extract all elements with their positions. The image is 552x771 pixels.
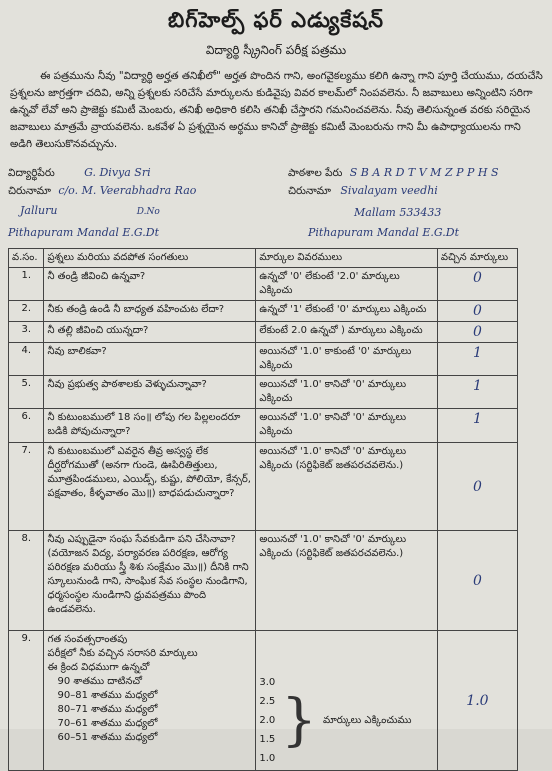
grade-line: 90 శాతము దాటినచో <box>57 676 142 687</box>
grade-line: పరీక్షలో నీకు వచ్చిన సరాసరి మార్కులు <box>47 648 198 659</box>
row-rule <box>256 631 437 771</box>
table-row <box>9 301 518 322</box>
row-mark: 1 <box>437 409 517 443</box>
school-address-line-3-row <box>308 226 459 239</box>
row-mark: 1.0 <box>437 631 517 771</box>
table-row <box>9 343 518 376</box>
student-name-field <box>8 166 151 182</box>
grade-line: ఈ క్రింద విధముగా ఉన్నచో <box>47 662 150 673</box>
school-name-value: S B A R D T V M Z P P H S <box>349 166 499 179</box>
school-address-field <box>288 184 438 200</box>
row-rule: అయినచో '1.0' కానిచో '0' మార్కులు ఎక్కించు (సర్టిఫికెట్ జతపరచవలెను.) <box>256 531 437 631</box>
address-line-3: Pithapuram Mandal E.G.Dt <box>8 226 160 239</box>
scale-value: 1.5 <box>259 734 276 745</box>
grade-line: 80–71 శాతము మధ్యలో <box>57 704 158 715</box>
grade-line: గత సంవత్సరాంతపు <box>47 634 128 645</box>
school-name-label: పాఠశాల పేరు <box>288 167 343 179</box>
row-mark: 1 <box>437 343 517 376</box>
school-address-line-1: Sivalayam veedhi <box>340 184 438 197</box>
form-title: బిగ్‌హెల్ప్ ఫర్ ఎడ్యుకేషన్ <box>168 8 384 32</box>
row-number: 5. <box>9 376 44 409</box>
school-address-label: చిరునామా <box>288 185 331 197</box>
scale-value: 1.0 <box>259 753 276 764</box>
row-number: 7. <box>9 443 44 531</box>
row-mark: 0 <box>437 268 517 301</box>
table-row <box>9 409 518 443</box>
table-row <box>9 443 518 531</box>
address-line-1: c/o. M. Veerabhadra Rao <box>58 184 197 197</box>
row-question: నీవు బాలికవా? <box>44 343 256 376</box>
student-name-label: విద్యార్థిపేరు <box>8 167 55 179</box>
scale-rule-text: మార్కులు ఎక్కించుము <box>322 714 412 726</box>
row-question: నీవు ప్రభుత్వ పాఠశాలకు వెళ్ళుచున్నావా? <box>44 376 256 409</box>
school-address-line-3: Pithapuram Mandal E.G.Dt <box>308 226 460 239</box>
address-label: చిరునామా <box>8 185 51 197</box>
row-question: నీ తండ్రి జీవించి ఉన్నవా? <box>44 268 256 301</box>
row-question: నీ తల్లి జీవించి యున్నదా? <box>44 322 256 343</box>
row-number: 1. <box>9 268 44 301</box>
row-question: నీ కుటుంబములో 18 సం॥ లోపు గల పిల్లలందరూ బడికి పోవుచున్నారా? <box>44 409 256 443</box>
scale-value: 2.0 <box>259 715 276 726</box>
row-mark: 0 <box>437 322 517 343</box>
scale-value: 2.5 <box>259 696 276 707</box>
instructions-paragraph: ఈ పత్రమును నీవు "విద్యార్థి అర్హత తనిఖీలో" అర్హత పొందిన గాని, అంగవైకల్యము కలిగి ఉన్నా గాని పూర్తి చేయుము, దయచేసి ప్రశ్నలను జాగ్రత్తగా చదివి, అన్ని ప్రశ్నలకు సరిచేసే మార్కులను కుడివైపు వివర కాలమ్‌లో నింపవలెను. నీ జవాబులు అన్నింటిని సరిగా ఉన్నవో లేవో అని ప్రాజెక్టు కమిటీ మెంబరు, తనిఖీ అధికారి కలిసి తనిఖీ చేస్తారని గమనించవలెను. నీవు తెలిసున్నంత వరకు సరియైన జవాబులు మాత్రమే వ్రాయవలెను. ఒకవేళ ఏ ప్రశ్నయైన అర్థము కానిచో ప్రాజెక్టు కమిటీ మెంబరును గాని మీ ఉపాధ్యాయులను గాని అడిగి తెలుసుకొనవచ్చును. <box>10 70 543 150</box>
row-rule: అయినచో '1.0' కాకుంటే '0' మార్కులు ఎక్కించు <box>256 343 437 376</box>
header-serial: వ.సం. <box>9 249 44 268</box>
address-line-3-row <box>8 226 159 239</box>
header-marks-details: మార్కుల వివరములు <box>256 249 437 268</box>
row-rule: ఉన్నచో '1' లేకుంటే '0' మార్కులు ఎక్కించు <box>256 301 437 322</box>
table-row <box>9 631 518 771</box>
address-line-2-row <box>20 204 160 217</box>
row-rule: అయినచో '1.0' కానిచో '0' మార్కులు ఎక్కించు (సర్టిఫికెట్ జతపరచవలెను.) <box>256 443 437 531</box>
header-question: ప్రశ్నలు మరియు వదపోత సంగతులు <box>44 249 256 268</box>
table-row <box>9 322 518 343</box>
marks-scale <box>259 673 275 768</box>
form-subtitle: విద్యార్థి స్క్రీనింగ్ పరీక్ష పత్రము <box>205 43 347 57</box>
row-number: 3. <box>9 322 44 343</box>
row-rule: ఉన్నచో '0' లేకుంటే '2.0' మార్కులు ఎక్కించు <box>256 268 437 301</box>
row-rule: లేకుంటే 2.0 ఉన్నచో ) మార్కులు ఎక్కించు <box>256 322 437 343</box>
row-question: నీ కుటుంబములో ఎవరైన తీవ్ర అస్వస్థ లేక దీర్ఘరోగముతో (అనగా గుండె, ఊపిరితిత్తులు, మూత్రపిండములు, ఎయిడ్స్, కుష్టు, పోలియో, కేన్సర్, పక్షవాతం, కీళ్ళవాతం మొ॥) బాధపడుచున్నారా? <box>44 443 256 531</box>
grade-line: 90–81 శాతము మధ్యలో <box>57 690 158 701</box>
table-row <box>9 376 518 409</box>
row-mark: 0 <box>437 531 517 631</box>
row-rule: అయినచో '1.0' కానిచో '0' మార్కులు ఎక్కించు <box>256 409 437 443</box>
row-question: నీకు తండ్రి ఉండి నీ బాధ్యత వహించుట లేదా? <box>44 301 256 322</box>
grade-line: 60–51 శాతము మధ్యలో <box>57 732 158 743</box>
student-name-value: G. Divya Sri <box>84 166 151 179</box>
row-number: 8. <box>9 531 44 631</box>
row-mark: 0 <box>437 443 517 531</box>
screening-table <box>8 248 518 771</box>
table-header-row <box>9 249 518 268</box>
school-name-field <box>288 166 499 182</box>
address-line-2: Jalluru <box>20 204 58 217</box>
school-address-line-2-row <box>354 206 441 219</box>
school-address-line-2: Mallam 533433 <box>354 206 442 219</box>
address-door-no: D.No <box>136 207 160 217</box>
address-field <box>8 184 196 200</box>
grade-line: 70–61 శాతము మధ్యలో <box>57 718 158 729</box>
row-question <box>44 631 256 771</box>
header-marks-obtained: వచ్చిన మార్కులు <box>437 249 517 268</box>
row-rule: అయినచో '1.0' కానిచో '0' మార్కులు ఎక్కించు <box>256 376 437 409</box>
row-number: 9. <box>9 631 44 771</box>
row-number: 6. <box>9 409 44 443</box>
row-mark: 0 <box>437 301 517 322</box>
brace-glyph: } <box>281 687 317 753</box>
row-number: 2. <box>9 301 44 322</box>
scale-value: 3.0 <box>259 677 276 688</box>
row-question: నీవు ఎప్పుడైనా సంఘ సేవకుడిగా పని చేసినావా? (వయోజన విద్య, పర్యావరణ పరిరక్షణ, ఆరోగ్య పరిరక్షణ మరియు స్త్రీ శిశు సంక్షేమం మొ॥) దీనికి గాని స్కూలునుండి గాని, సాంఘిక సేవ సంస్థల నుండిగాని, ధర్మసంస్థల నుండిగాని ధ్రువపత్రము పొంది ఉండవలెను. <box>44 531 256 631</box>
row-number: 4. <box>9 343 44 376</box>
table-row <box>9 531 518 631</box>
row-mark: 1 <box>437 376 517 409</box>
table-row <box>9 268 518 301</box>
